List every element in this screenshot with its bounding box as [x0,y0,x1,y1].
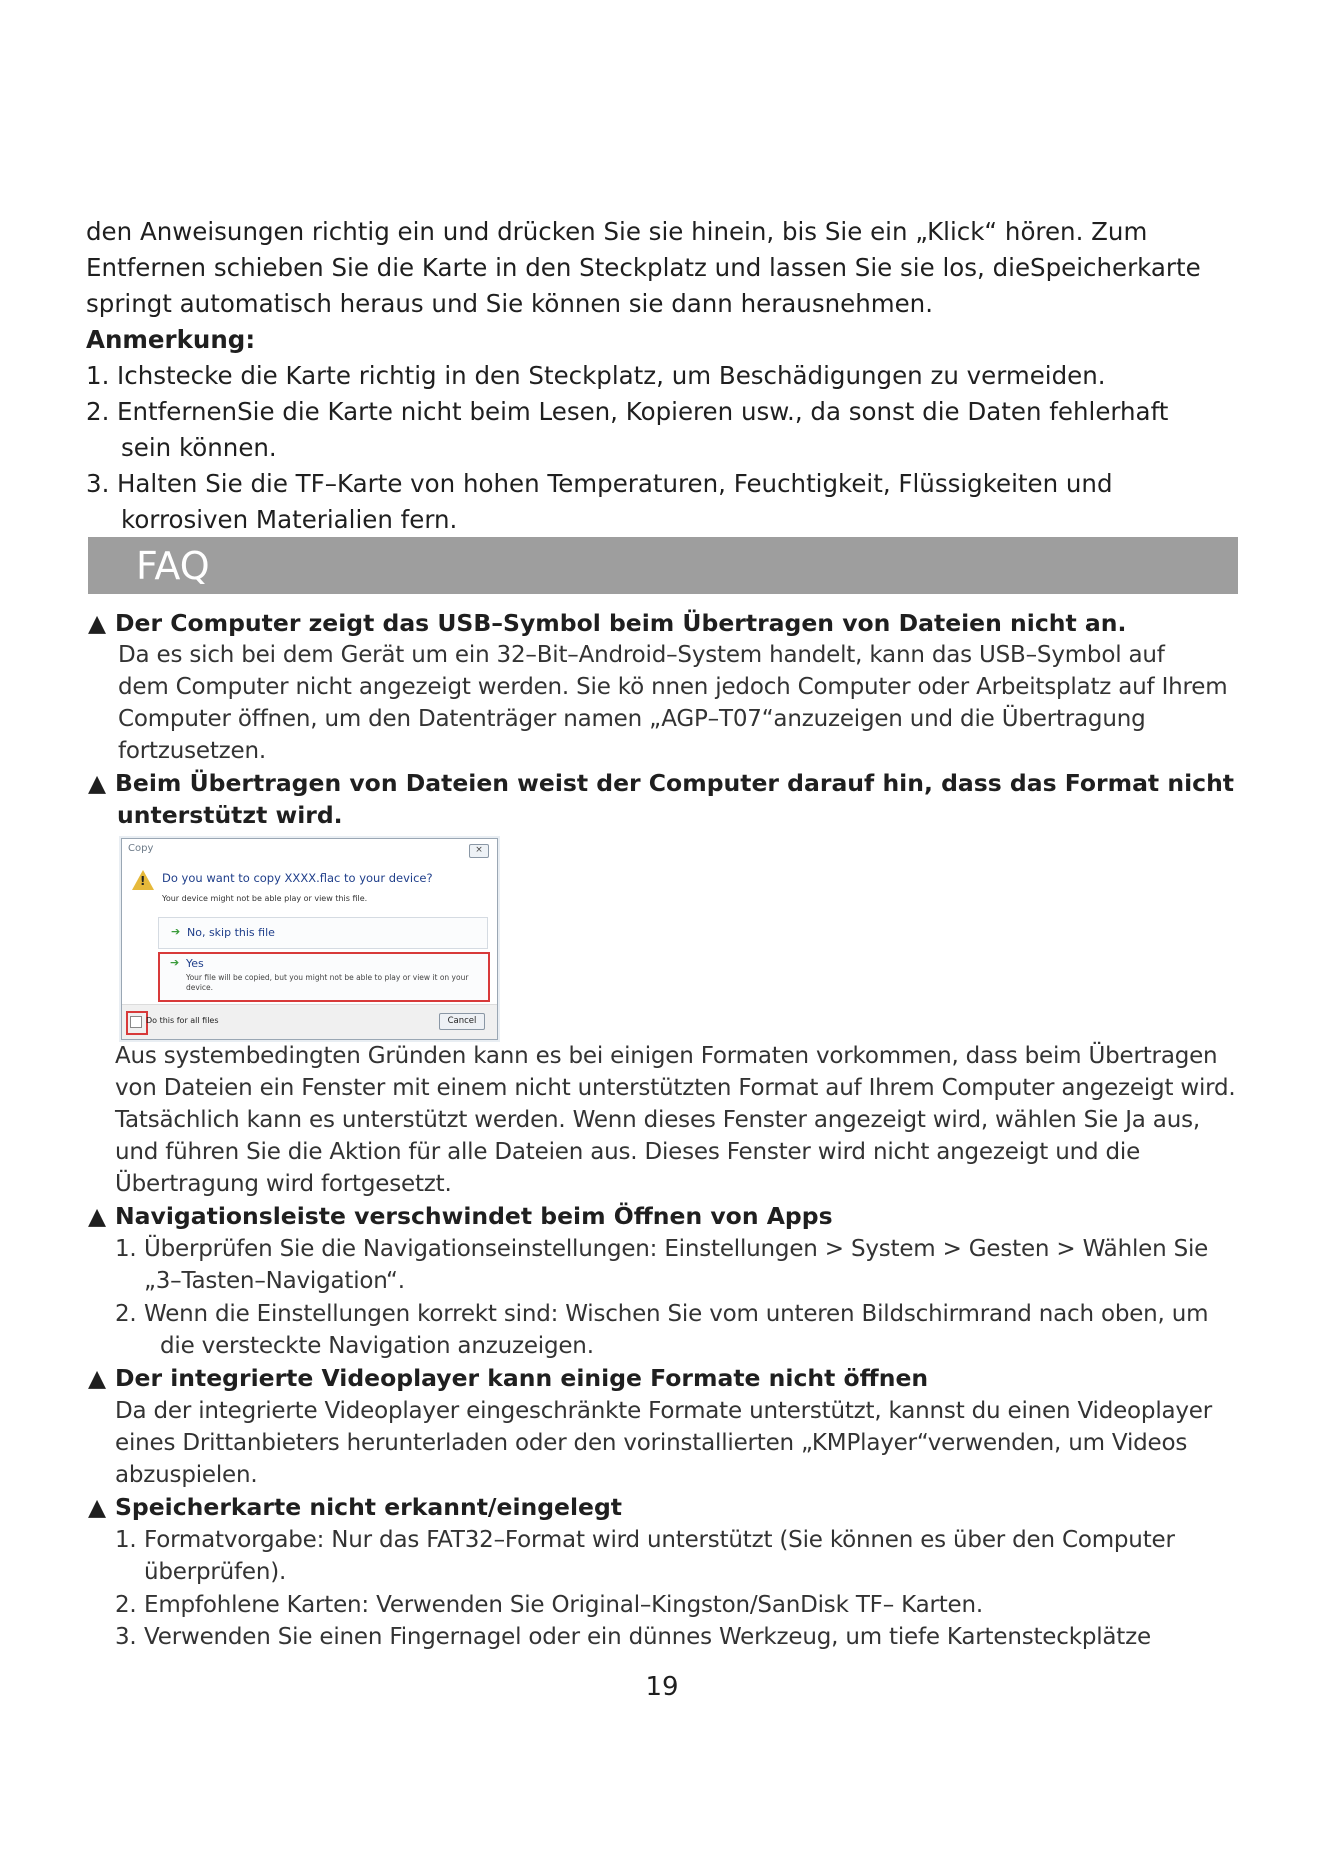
yes-sublabel: Your file will be copied, but you might not be able to play or view it on your device. [186,973,469,992]
q3-item-1-text: Überprüfen Sie die Navigationseinstellungen: Einstellungen > System > Gesten > Wählen Sie [144,1236,1209,1262]
yes-label: Yes [186,957,204,970]
faq-question-2 [88,767,1234,799]
q3-item-2-text: Wenn die Einstellungen korrekt sind: Wischen Sie vom unteren Bildschirmrand nach oben, um [144,1301,1209,1327]
faq-answer-2-line-5: Übertragung wird fortgesetzt. [115,1171,452,1197]
q5-item-1-text-cont: überprüfen). [144,1559,287,1585]
cancel-button[interactable]: Cancel [439,1013,485,1030]
faq-answer-1-line-4: fortzusetzen. [118,738,266,764]
faq-question-3-text: Navigationsleiste verschwindet beim Öffnen von Apps [115,1202,833,1230]
q5-item-1-text: Formatvorgabe: Nur das FAT32–Format wird unterstützt (Sie können es über den Computer [144,1527,1175,1553]
dialog-subtext: Your device might not be able play or view this file. [162,894,368,903]
faq-heading-bar [88,537,1238,594]
q5-item-3-text: Verwenden Sie einen Fingernagel oder ein dünnes Werkzeug, um tiefe Kartensteckplätze [144,1624,1151,1650]
note-item-3-text: Halten Sie die TF–Karte von hohen Temperaturen, Feuchtigkeit, Flüssigkeiten und [117,469,1113,498]
q3-item-1-number: 1. [115,1236,137,1262]
intro-line-3: springt automatisch heraus und Sie können sie dann herausnehmen. [86,289,933,318]
no-skip-label: No, skip this file [187,926,275,939]
faq-question-5-text: Speicherkarte nicht erkannt/eingelegt [115,1493,623,1521]
q3-item-1-text-cont: „3–Tasten–Navigation“. [144,1268,405,1294]
faq-answer-2-line-4: und führen Sie die Aktion für alle Dateien aus. Dieses Fenster wird nicht angezeigt und die [115,1139,1141,1165]
faq-question-5 [88,1491,622,1523]
note-item-3-number: 3. [86,469,110,498]
triangle-bullet-icon: ▲ [88,1364,107,1392]
faq-answer-4-line-1: Da der integrierte Videoplayer eingeschränkte Formate unterstützt, kannst du einen Videoplayer [115,1398,1213,1424]
q5-item-2-text: Empfohlene Karten: Verwenden Sie Original–Kingston/SanDisk TF– Karten. [144,1592,983,1618]
page-number: 19 [645,1672,679,1702]
note-item-2-text-cont: sein können. [121,433,277,462]
intro-line-1: den Anweisungen richtig ein und drücken Sie sie hinein, bis Sie ein „Klick“ hören. Zum [86,217,1148,246]
green-arrow-icon: ➔ [171,925,181,938]
faq-answer-2-line-1: Aus systembedingten Gründen kann es bei einigen Formaten vorkommen, dass beim Übertragen [115,1043,1218,1069]
triangle-bullet-icon: ▲ [88,1493,107,1521]
faq-answer-4-line-2: eines Drittanbieters herunterladen oder den vorinstallierten „KMPlayer“verwenden, um Videos [115,1430,1188,1456]
q5-item-3-number: 3. [115,1624,137,1650]
faq-question-1-text: Der Computer zeigt das USB–Symbol beim Übertragen von Dateien nicht an. [115,609,1127,637]
dialog-title: Copy [128,843,154,854]
faq-answer-2-line-2: von Dateien ein Fenster mit einem nicht unterstützten Format auf Ihrem Computer angezeigt wird. [115,1075,1236,1101]
q5-item-2-number: 2. [115,1592,137,1618]
note-item-1-number: 1. [86,361,110,390]
faq-answer-1-line-2: dem Computer nicht angezeigt werden. Sie kö nnen jedoch Computer oder Arbeitsplatz auf Ihrem [118,674,1228,700]
q3-item-2-number: 2. [115,1301,137,1327]
yes-option[interactable] [158,952,490,1002]
triangle-bullet-icon: ▲ [88,1202,107,1230]
q3-item-2-text-cont: die versteckte Navigation anzuzeigen. [160,1333,594,1359]
triangle-bullet-icon: ▲ [88,769,107,797]
faq-question-4-text: Der integrierte Videoplayer kann einige Formate nicht öffnen [115,1364,929,1392]
no-skip-option[interactable] [158,917,488,949]
triangle-bullet-icon: ▲ [88,609,107,637]
faq-question-2-text: Beim Übertragen von Dateien weist der Computer darauf hin, dass das Format nicht [115,769,1235,797]
faq-answer-1-line-3: Computer öffnen, um den Datenträger namen „AGP–T07“anzuzeigen und die Übertragung [118,706,1146,732]
do-for-all-checkbox[interactable] [130,1016,142,1028]
dialog-footer [122,1004,497,1039]
faq-answer-2-line-3: Tatsächlich kann es unterstützt werden. Wenn dieses Fenster angezeigt wird, wählen Sie Ja aus, [115,1107,1200,1133]
faq-question-3 [88,1200,833,1232]
faq-question-4 [88,1362,928,1394]
note-item-2-number: 2. [86,397,110,426]
close-icon[interactable]: × [469,844,489,858]
q5-item-1-number: 1. [115,1527,137,1553]
warning-exclamation-icon: ! [140,874,146,888]
green-arrow-icon: ➔ [170,956,180,969]
intro-line-2: Entfernen schieben Sie die Karte in den Steckplatz und lassen Sie sie los, dieSpeicherkarte [86,253,1201,282]
faq-answer-4-line-3: abzuspielen. [115,1462,258,1488]
copy-dialog-screenshot [121,838,498,1040]
faq-question-2-text-cont: unterstützt wird. [117,801,343,829]
faq-question-1 [88,607,1126,639]
note-heading: Anmerkung: [86,325,256,354]
faq-answer-1-line-1: Da es sich bei dem Gerät um ein 32–Bit–Android–System handelt, kann das USB–Symbol auf [118,642,1165,668]
faq-title: FAQ [136,544,210,588]
note-item-1-text: Ichstecke die Karte richtig in den Steckplatz, um Beschädigungen zu vermeiden. [117,361,1106,390]
dialog-question: Do you want to copy XXXX.flac to your device? [162,871,433,885]
do-for-all-label: Do this for all files [146,1016,219,1025]
note-item-3-text-cont: korrosiven Materialien fern. [121,505,458,534]
note-item-2-text: EntfernenSie die Karte nicht beim Lesen, Kopieren usw., da sonst die Daten fehlerhaft [117,397,1169,426]
